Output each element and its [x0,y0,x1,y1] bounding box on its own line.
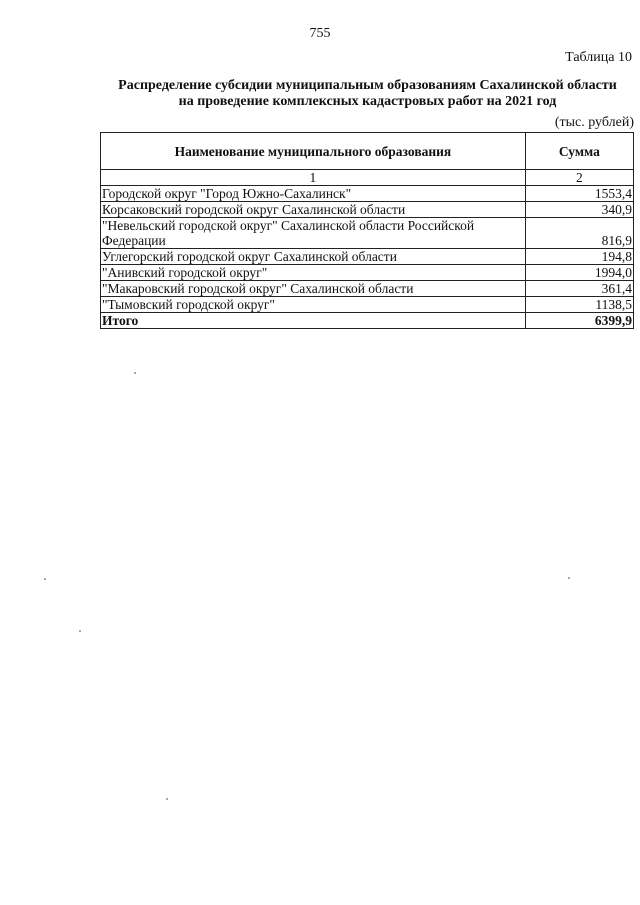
table-row [101,265,634,281]
document-title [100,78,635,110]
table-row [101,186,634,202]
total-label: Итого [101,313,526,329]
title-line-1: Распределение субсидии муниципальным образованиям Сахалинской области [118,78,617,93]
table-row [101,249,634,265]
table-row [101,281,634,297]
row-sum: 816,9 [525,218,633,249]
row-name: Углегорский городской округ Сахалинской области [101,249,526,265]
row-sum: 361,4 [525,281,633,297]
column-number-1: 1 [101,170,526,186]
scan-speck [134,372,136,374]
row-sum: 194,8 [525,249,633,265]
row-sum: 1553,4 [525,186,633,202]
column-number-2: 2 [525,170,633,186]
table-row [101,202,634,218]
row-name: Городской округ "Город Южно-Сахалинск" [101,186,526,202]
table-row [101,218,634,249]
scan-speck [568,577,570,579]
row-name: "Анивский городской округ" [101,265,526,281]
row-sum: 340,9 [525,202,633,218]
subsidy-table [100,132,634,329]
header-name: Наименование муниципального образования [101,133,526,170]
row-sum: 1138,5 [525,297,633,313]
scan-speck [166,798,168,800]
row-name: "Невельский городской округ" Сахалинской области Российской Федерации [101,218,526,249]
row-name: "Тымовский городской округ" [101,297,526,313]
scan-speck [44,578,46,580]
total-sum: 6399,9 [525,313,633,329]
table-label: Таблица 10 [565,50,632,65]
table-row [101,297,634,313]
row-name: "Макаровский городской округ" Сахалинской области [101,281,526,297]
page-number: 755 [309,26,331,41]
units-label: (тыс. рублей) [554,115,634,130]
table-header-row [101,133,634,170]
scan-speck [79,630,81,632]
title-line-2: на проведение комплексных кадастровых работ на 2021 год [178,94,557,109]
total-row [101,313,634,329]
header-sum: Сумма [525,133,633,170]
row-name: Корсаковский городской округ Сахалинской области [101,202,526,218]
column-number-row [101,170,634,186]
row-sum: 1994,0 [525,265,633,281]
